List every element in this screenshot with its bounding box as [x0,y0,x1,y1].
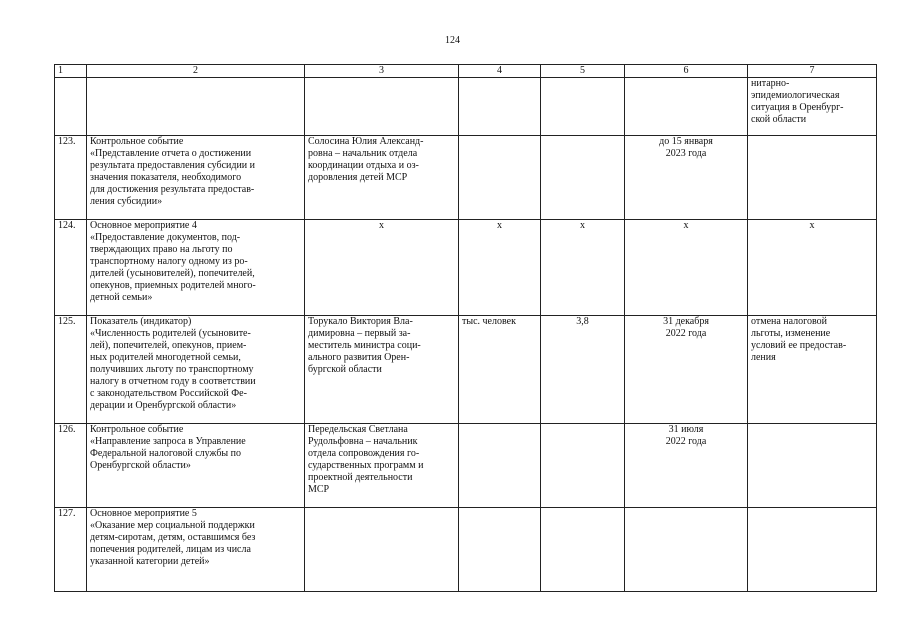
cell-line: x [580,220,585,231]
cell-line: x [497,220,502,231]
cell-line: указанной категории детей» [90,556,210,567]
column-number: 6 [625,65,748,78]
cell-line: эпидемиологическая [751,90,840,101]
cell-line: «Численность родителей (усыновите- [90,328,251,339]
cell-line: опекунов, приемных родителей много- [90,280,256,291]
column-number: 4 [459,65,541,78]
row-number: 126. [55,424,87,508]
cell-col2 [87,220,305,316]
cell-line: 3,8 [576,316,589,327]
cell-line: Основное мероприятие 5 [90,508,197,519]
cell-col4 [459,424,541,508]
cell-line: попечения родителей, лицам из числа [90,544,251,555]
cell-line: детям-сиротам, детям, оставшимся без [90,532,256,543]
cell-line: с законодательством Российской Фе- [90,388,247,399]
cell-line: дерации и Оренбургской области» [90,400,237,411]
cell-line: дителей (усыновителей), попечителей, [90,268,255,279]
cell-col6 [625,424,748,508]
cell-line: димировна – первый за- [308,328,411,339]
cell-line: проектной деятельности [308,472,413,483]
cell-line: тверждающих право на льготу по [90,244,233,255]
column-number: 2 [87,65,305,78]
column-number: 1 [55,65,87,78]
cell-line: налогу в отчетном году в соответствии [90,376,256,387]
cell-col3 [305,508,459,592]
cell-line: до 15 января [659,136,713,147]
cell-line: Контрольное событие [90,136,184,147]
cell-line: для достижения результата предостав- [90,184,255,195]
cell-line: ления [751,352,776,363]
cell-line: Передельская Светлана [308,424,408,435]
column-number: 5 [541,65,625,78]
plan-table [54,64,877,592]
cell-line: доровления детей МСР [308,172,408,183]
cell-col5 [541,136,625,220]
cell-line: нитарно- [751,78,790,89]
cell-col7 [748,508,877,592]
cell-line: Торукало Виктория Вла- [308,316,413,327]
cell-col7 [748,136,877,220]
cell-line: МСР [308,484,330,495]
cell-line: условий ее предостав- [751,340,847,351]
table-row [55,424,877,508]
cell-line: «Оказание мер социальной поддержки [90,520,255,531]
cell-line: значения показателя, необходимого [90,172,242,183]
cell-line: Рудольфовна – начальник [308,436,418,447]
cell-col5 [541,316,625,424]
cell-line: ситуация в Оренбург- [751,102,844,113]
cell-line: 31 декабря [663,316,709,327]
page-number: 124 [445,35,460,46]
cell-line: льготы, изменение [751,328,831,339]
cell-line: x [379,220,384,231]
cell-col7 [748,78,877,136]
cell-col7 [748,220,877,316]
cell-col6 [625,220,748,316]
column-number-row [55,65,877,78]
cell-col5 [541,220,625,316]
cell-col4 [459,508,541,592]
cell-line: меститель министра соци- [308,340,421,351]
cell-col3 [305,424,459,508]
cell-line: получивших льготу по транспортному [90,364,254,375]
cell-line: x [683,220,689,231]
cell-line: ных родителей многодетной семьи, [90,352,241,363]
cell-line: лей), попечителей, опекунов, прием- [90,340,247,351]
cell-line: «Предоставление документов, под- [90,232,241,243]
cell-col6 [625,508,748,592]
cell-col3 [305,220,459,316]
column-number: 7 [748,65,877,78]
cell-line: «Направление запроса в Управление [90,436,246,447]
cell-col2 [87,316,305,424]
cell-col5 [541,424,625,508]
cell-line: Федеральной налоговой службы по [90,448,241,459]
cell-line: отмена налоговой [751,316,828,327]
row-number: 127. [55,508,87,592]
cell-line: результата предоставления субсидии и [90,160,256,171]
column-number: 3 [305,65,459,78]
cell-line: бургской области [308,364,382,375]
cell-line: Основное мероприятие 4 [90,220,197,231]
cell-line: ской области [751,114,807,125]
cell-col3 [305,136,459,220]
continuation-row [55,78,877,136]
table-row [55,316,877,424]
cell-col2 [87,424,305,508]
row-number: 125. [55,316,87,424]
cell-col6 [625,316,748,424]
cell-line: тыс. человек [462,316,516,327]
cell-col4 [459,220,541,316]
cell-col4 [459,316,541,424]
table-row [55,508,877,592]
cell-line: ровна – начальник отдела [308,148,418,159]
cell-col6 [625,136,748,220]
cell-line: отдела сопровождения го- [308,448,420,459]
cell-line: ального развития Орен- [308,352,410,363]
cell-line: Оренбургской области» [90,460,191,471]
cell-line: 31 июля [668,424,704,435]
cell-line: x [809,220,815,231]
cell-line: детной семьи» [90,292,153,303]
cell-line: «Представление отчета о достижении [90,148,252,159]
cell-line: Солосина Юлия Александ- [308,136,424,147]
cell-line: 2022 года [665,328,707,339]
row-number: 124. [55,220,87,316]
cell-line: транспортному налогу одному из ро- [90,256,248,267]
row-number: 123. [55,136,87,220]
cell-line: 2022 года [665,436,707,447]
cell-col4 [459,136,541,220]
cell-line: координации отдыха и оз- [308,160,419,171]
cell-line: сударственных программ и [308,460,424,471]
cell-line: 2023 года [665,148,707,159]
cell-col3 [305,316,459,424]
cell-col2 [87,508,305,592]
cell-line: Показатель (индикатор) [90,316,192,327]
cell-line: ления субсидии» [90,196,163,207]
cell-col7 [748,424,877,508]
cell-col5 [541,508,625,592]
table-row [55,220,877,316]
cell-line: Контрольное событие [90,424,184,435]
cell-col7 [748,316,877,424]
table-row [55,136,877,220]
cell-col2 [87,136,305,220]
